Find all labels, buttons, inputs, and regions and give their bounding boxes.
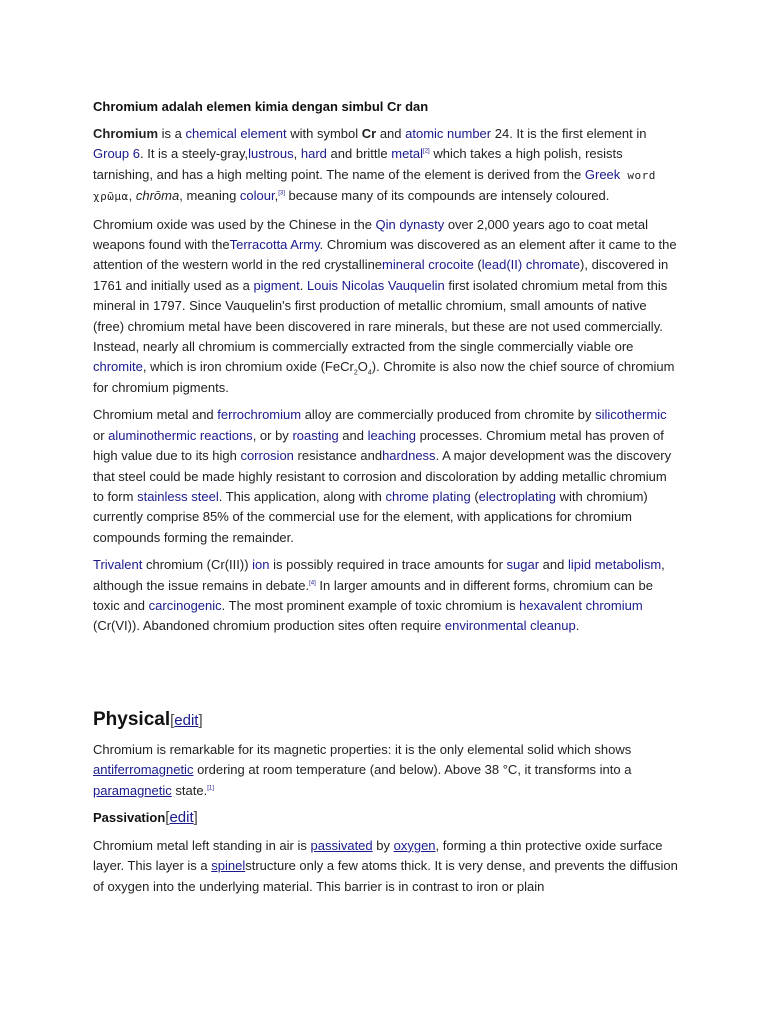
- link-passivated[interactable]: passivated: [310, 837, 373, 853]
- link-paramagnetic[interactable]: paramagnetic: [93, 782, 172, 798]
- link-group-6[interactable]: Group 6: [93, 146, 140, 162]
- greek-word: χρῶμα: [93, 190, 129, 204]
- link-electroplating[interactable]: electroplating: [478, 488, 556, 504]
- link-chrome-plating[interactable]: chrome plating: [385, 488, 471, 504]
- link-corrosion[interactable]: corrosion: [240, 448, 294, 464]
- section-spacer: [93, 644, 678, 707]
- link-environmental-cleanup[interactable]: environmental cleanup: [444, 618, 576, 634]
- transliteration: chrōma: [135, 188, 180, 204]
- link-terracotta-army[interactable]: Terracotta Army: [229, 237, 320, 253]
- edit-link-passivation[interactable]: edit: [169, 808, 194, 826]
- section-heading-passivation: Passivation[edit]: [93, 808, 198, 826]
- link-hardness[interactable]: hardness: [382, 448, 436, 464]
- link-metal[interactable]: metal: [391, 146, 424, 162]
- link-lipid-metabolism[interactable]: lipid metabolism: [567, 557, 662, 573]
- history-paragraph: Chromium oxide was used by the Chinese in the Qin dynasty over 2,000 years ago to coat metal weapons found with theTerracotta Army. Chromium was discovered as an element after it came to the attention of the western world in the red crystallinemineral crocoite (lead(II) chromate), discovered in 1761 and initially used as a pigment. Louis Nicolas Vauquelin first isolated chromium metal from this mineral in 1797. Since Vauquelin's first production of metallic chromium, small amounts of native (free) chromium metal have been discovered in rare minerals, but these are not used commercially. Instead, nearly all chromium is commercially extracted from the single commercially viable ore chromite, which is iron chromium oxide $(FeCr_2O_4)$. Chromite is also now the chief source of chromium for chromium pigments.: [93, 216, 677, 395]
- link-vauquelin[interactable]: Louis Nicolas Vauquelin: [306, 277, 445, 293]
- link-hard[interactable]: hard: [300, 146, 327, 162]
- bold-symbol: Cr: [361, 126, 377, 141]
- link-lustrous[interactable]: lustrous: [248, 146, 294, 162]
- physical-paragraph: Chromium is remarkable for its magnetic properties: it is the only elemental solid which shows antiferromagnetic ordering at room temperature (and below). Above 38 °C, it transforms into a paramagnetic state.[1]: [93, 741, 632, 798]
- link-sugar[interactable]: sugar: [506, 557, 540, 573]
- link-roasting[interactable]: roasting: [292, 427, 339, 443]
- biology-paragraph: Trivalent chromium (Cr(III)) ion is possibly required in trace amounts for sugar and lipid metabolism, although the issue remains in debate.[4] In larger amounts and in different forms, chromium can be toxic and carcinogenic. The most prominent example of toxic chromium is hexavalent chromium (Cr(VI)). Abandoned chromium production sites often require environmental cleanup.: [93, 557, 665, 634]
- link-pigment[interactable]: pigment: [253, 277, 300, 293]
- link-lead-chromate[interactable]: lead(II) chromate: [481, 257, 581, 273]
- link-qin-dynasty[interactable]: Qin dynasty: [375, 216, 445, 232]
- page-title: Chromium adalah elemen kimia dengan simbul Cr dan: [93, 99, 429, 114]
- link-hexavalent-chromium[interactable]: hexavalent chromium: [519, 597, 643, 613]
- link-greek[interactable]: Greek: [584, 166, 621, 182]
- link-oxygen[interactable]: oxygen: [393, 837, 436, 853]
- passivation-paragraph: Chromium metal left standing in air is passivated by oxygen, forming a thin protective oxide surface layer. This layer is a spinelstructure only a few atoms thick. It is very dense, and prevents the diffusion of oxygen into the underlying material. This barrier is in contrast to iron or plain: [93, 837, 678, 894]
- edit-section-physical: [edit]: [170, 711, 203, 729]
- link-leaching[interactable]: leaching: [367, 427, 417, 443]
- section-heading-physical: Physical[edit]: [93, 708, 203, 730]
- link-ion[interactable]: ion: [252, 557, 270, 573]
- intro-paragraph: Chromium is a chemical element with symbol Cr and atomic number 24. It is the first element in Group 6. It is a steely-gray,lustrous, hard and brittle metal[2] which takes a high polish, resists tarnishing, and has a high melting point. The name of the element is derived from the Greek word χρῶμα, chrōma, meaning colour,[3] because many of its compounds are intensely coloured.: [93, 126, 656, 204]
- link-spinel[interactable]: spinel: [211, 858, 246, 874]
- reference-3[interactable]: [3]: [278, 190, 285, 197]
- reference-2[interactable]: [2]: [423, 149, 430, 156]
- link-chemical-element[interactable]: chemical element: [185, 126, 287, 141]
- edit-link-physical[interactable]: edit: [174, 711, 199, 729]
- production-paragraph: Chromium metal and ferrochromium alloy are commercially produced from chromite by silicothermic or aluminothermic reactions, or by roasting and leaching processes. Chromium metal has proven of high value due to its high corrosion resistance andhardness. A major development was the discovery that steel could be made highly resistant to corrosion and discoloration by adding metallic chromium to form stainless steel. This application, along with chrome plating (electroplating with chromium) currently comprise 85% of the commercial use for the element, with applications for chromium compounds forming the remainder.: [93, 407, 672, 545]
- link-aluminothermic-reactions[interactable]: aluminothermic reactions: [108, 427, 253, 443]
- link-trivalent[interactable]: Trivalent: [93, 557, 143, 573]
- edit-section-passivation: [edit]: [165, 808, 198, 826]
- reference-1[interactable]: [1]: [207, 785, 214, 792]
- reference-4[interactable]: [4]: [309, 580, 316, 587]
- link-carcinogenic[interactable]: carcinogenic: [148, 597, 222, 613]
- link-stainless-steel[interactable]: stainless steel: [137, 488, 219, 504]
- link-colour[interactable]: colour: [239, 188, 275, 204]
- link-ferrochromium[interactable]: ferrochromium: [217, 407, 302, 423]
- link-atomic-number[interactable]: atomic number: [405, 126, 492, 141]
- link-chromite[interactable]: chromite: [93, 359, 143, 375]
- link-antiferromagnetic[interactable]: antiferromagnetic: [93, 762, 194, 778]
- bold-term: Chromium: [93, 126, 158, 141]
- article-page: [93, 98, 678, 904]
- link-mineral-crocoite[interactable]: mineral crocoite: [382, 257, 474, 273]
- link-silicothermic[interactable]: silicothermic: [595, 407, 667, 423]
